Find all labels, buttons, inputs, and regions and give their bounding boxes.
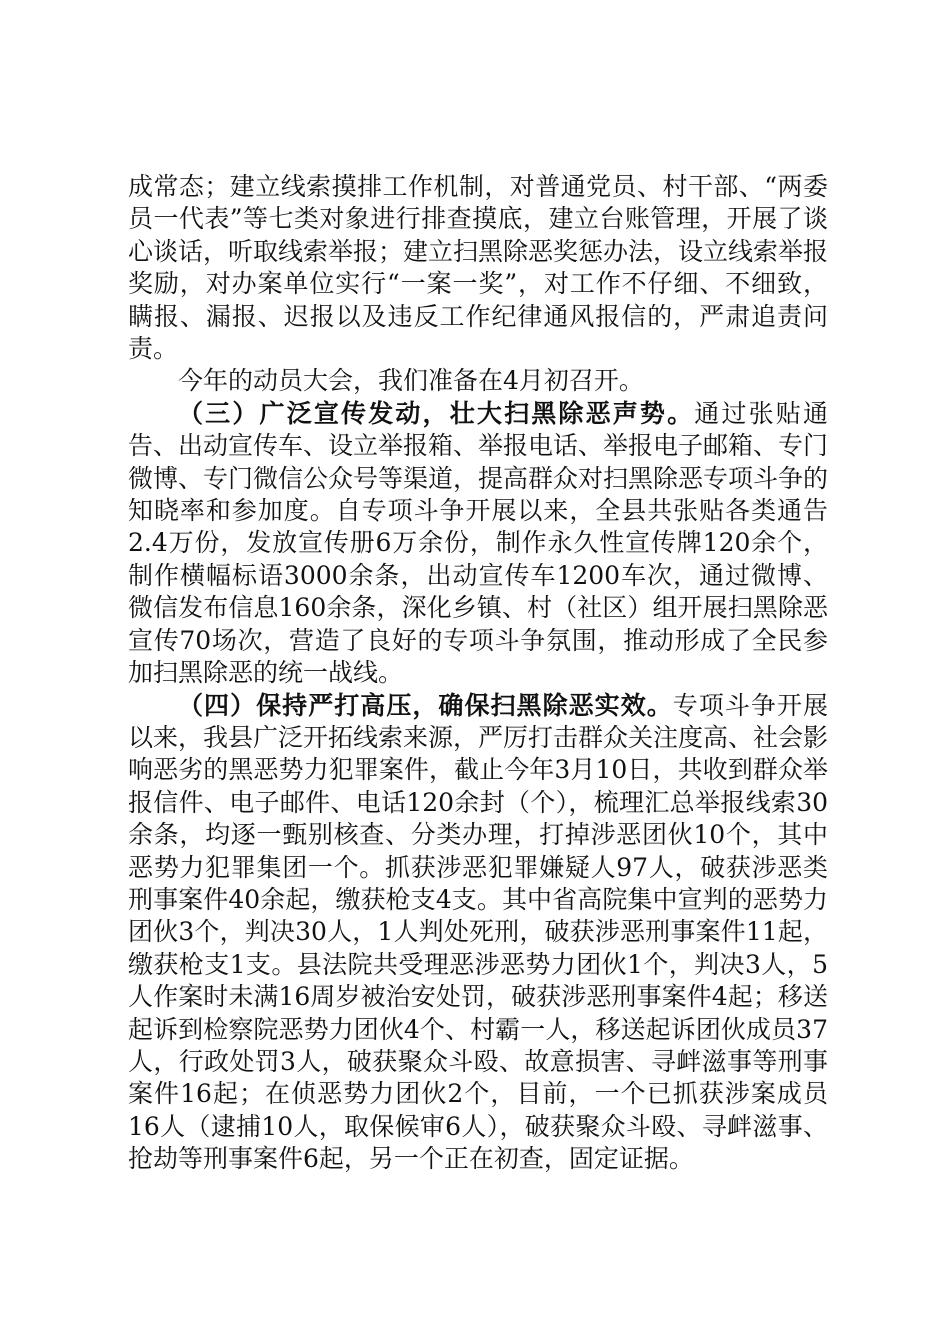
paragraph-text: 通过张贴通告、出动宣传车、设立举报箱、举报电话、举报电子邮箱、专门微博、专门微信公众号等渠道，提高群众对扫黑除恶专项斗争的知晓率和参加度。自专项斗争开展以来，全县共张贴各类通告2.4万份，发放宣传册6万余份，制作永久性宣传牌120余个，制作横幅标语3000余条，出动宣传车1200车次，通过微博、微信发布信息160余条，深化乡镇、村（社区）组开展扫黑除恶宣传70场次，营造了良好的专项斗争氛围，推动形成了全民参加扫黑除恶的统一战线。 (128, 398, 829, 688)
section-heading: （四）保持严打高压，确保扫黑除恶实效。 (178, 690, 673, 720)
paragraph-text: 专项斗争开展以来，我县广泛开拓线索来源，严厉打击群众关注度高、社会影响恶劣的黑恶势力犯罪案件，截止今年3月10日，共收到群众举报信件、电子邮件、电话120余封（个），梳理汇总举报线索30余条，均逐一甄别核查、分类办理，打掉涉恶团伙10个，其中恶势力犯罪集团一个。抓获涉恶犯罪嫌疑人97人，破获涉恶类刑事案件40余起，缴获枪支4支。其中省高院集中宣判的恶势力团伙3个，判决30人，1人判处死刑，破获涉恶刑事案件11起，缴获枪支1支。县法院共受理恶涉恶势力团伙1个，判决3人，5人作案时未满16周岁被治安处罚，破获涉恶刑事案件4起；移送起诉到检察院恶势力团伙4个、村霸一人，移送起诉团伙成员37人，行政处罚3人，破获聚众斗殴、故意损害、寻衅滋事等刑事案件16起；在侦恶势力团伙2个，目前，一个已抓获涉案成员16人（逮捕10人，取保候审6人），破获聚众斗殴、寻衅滋事、抢劫等刑事案件6起，另一个正在初查，固定证据。 (128, 690, 829, 1174)
paragraph-continuation (128, 171, 828, 365)
document-body (128, 171, 828, 1176)
section-heading: （三）广泛宣传发动，壮大扫黑除恶声势。 (178, 398, 695, 428)
paragraph-section-4 (128, 690, 828, 1176)
paragraph-section-3 (128, 398, 828, 690)
paragraph-text: 成常态；建立线索摸排工作机制，对普通党员、村干部、“两委员一代表”等七类对象进行排查摸底，建立台账管理，开展了谈心谈话，听取线索举报；建立扫黑除恶奖惩办法，设立线索举报奖励，对办案单位实行“一案一奖”，对工作不仔细、不细致，瞒报、漏报、迟报以及违反工作纪律通风报信的，严肃追责问责。 (128, 172, 829, 364)
paragraph-meeting-plan (128, 365, 828, 397)
paragraph-text: 今年的动员大会，我们准备在4月初召开。 (178, 366, 644, 396)
